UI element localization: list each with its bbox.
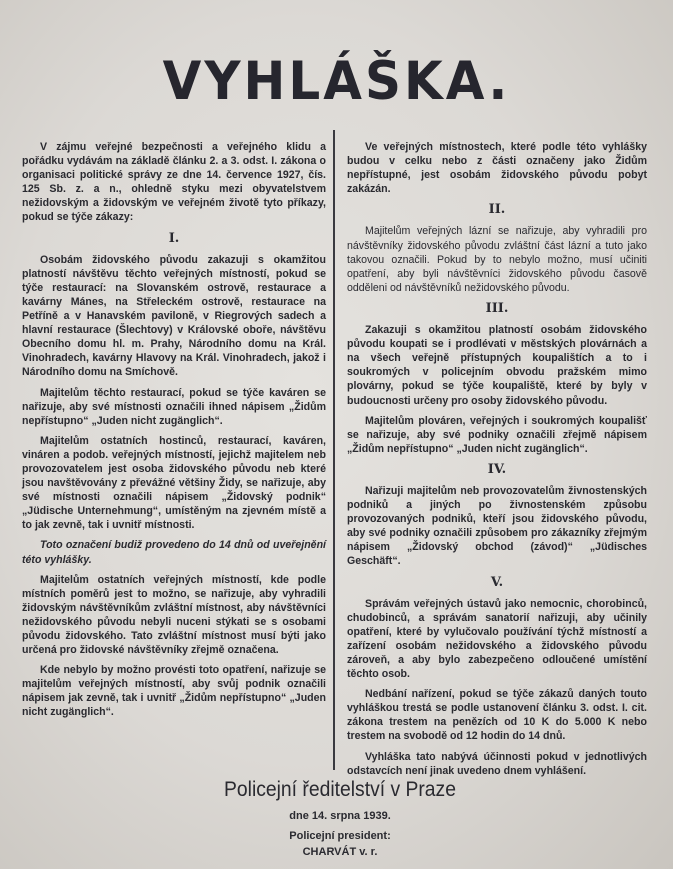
- paragraph: Zakazuji s okamžitou platností osobám židovského původu koupati se i prodlévati v městských plovárnách a na všech veřejně přístupných koupalištích a to i soukromých v policejním obvodu pražském mimo plovárny, pokud se týče koupaliště, které by byly v budoucnosti určeny pro osoby židovského původu.: [347, 324, 647, 407]
- paragraph: Toto označení budiž provedeno do 14 dnů od uveřejnění této vyhlášky.: [22, 539, 326, 566]
- paragraph: Majitelům těchto restaurací, pokud se týče kaváren se nařizuje, aby své místnosti označili ihned nápisem „Židům nepřístupno“ „Juden nicht zugänglich“.: [22, 386, 326, 427]
- paragraph: Správám veřejných ústavů jako nemocnic, chorobinců, chudobinců, a správám sanatorií nařizuji, aby učinily opatření, které by vylučovalo používání týchž místností a zařízení osobám nežidovského a židovského původu zároveň, a aby bylo zabezpečeno odloučené umístění těchto osob.: [347, 597, 647, 681]
- section-heading-1: I.: [168, 230, 180, 246]
- paragraph: Nařizuji majitelům neb provozovatelům živnostenských podniků a jiných po živnostenském způsobu provozovaných podniků, kteří jsou židovského původu, aby své podniky označili způsobem pro zákazníky zřejmým nápisem „Židovský obchod (závod)“ „Jüdisches Geschäft“.: [347, 484, 647, 568]
- paragraph: Osobám židovského původu zakazuji s okamžitou platností návštěvu těchto veřejných místností, pokud se týče restaurací: na Slovanském ostrově, restaurace a kavárny Mánes, na Střeleckém ostrově, restaurace na Petříně a v Hanavském pavilonĕ, v Riegrových sadech a hlavní restaurace (Šlechtovy) v Královské oboře, návštěvu Obecního domu hl. m. Prahy, Národního domu na Král. Vinohradech, kavárny Hlavovy na Král. Vinohradech, jakož i Národního domu na Smíchově.: [22, 253, 326, 379]
- section-heading-2: II.: [488, 202, 506, 218]
- paragraph: Vyhláška tato nabývá účinnosti pokud v jednotlivých odstavcích není jinak uvedeno dnem vyhlášení.: [347, 750, 647, 777]
- issue-date: dne 14. srpna 1939.: [289, 810, 391, 822]
- column-divider: [333, 130, 335, 770]
- paragraph: Nedbání nařízení, pokud se týče zákazů daných touto vyhláškou trestá se podle ustanovení článku 3. odst. I. cit. zákona trestem na penězích od 10 K do 5.000 K nebo trestem na svobodě od 12 hodin do 14 dnů.: [347, 688, 647, 743]
- paragraph: Kde nebylo by možno provésti toto opatření, nařizuje se majitelům veřejných místností, aby svůj podnik označili nápisem jak zevně, tak i uvnitř „Židům nepřístupno“ „Juden nicht zugänglich“.: [22, 664, 326, 719]
- paragraph: Majitelům plováren, veřejných i soukromých koupališť se nařizuje, aby své podniky označili zřejmě nápisem „Židům nepřístupno“ „Juden nicht zugänglich“.: [347, 414, 647, 455]
- section-heading-4: IV.: [487, 461, 507, 477]
- paragraph: Majitelům veřejných lázní se nařizuje, aby vyhradili pro návštěvníky židovského původu zvláštní část lázní a tuto jako takovou označili. Pokud by to nebylo možno, musí učiniti opatření, aby byli návštěvníci židovského původu časově odděleni od návštěvníků nežidovského původu.: [347, 225, 647, 294]
- section-heading-3: III.: [485, 300, 509, 316]
- signatory-role: Policejní president:: [289, 830, 391, 842]
- intro-paragraph: V zájmu veřejné bezpečnosti a veřejného klidu a pořádku vydávám na základě článku 2. a 3. odst. I. zákona o organisaci politické správy ze dne 14. července 1927, čís. 125 Sb. z. a n., ohledně styku mezi obyvatelstvem nežidovským a židovským ve veřejném životě tyto příkazy, pokud se týče zákazy:: [22, 141, 326, 224]
- section-heading-5: V.: [490, 574, 504, 590]
- right-column: [347, 140, 647, 784]
- issuing-authority: Policejní ředitelství v Praze: [224, 778, 456, 801]
- signatory-name: CHARVÁT v. r.: [302, 846, 378, 858]
- paragraph: Majitelům ostatních veřejných místností, kde podle místních poměrů jest to možno, se nařizuje, aby vyhradili židovským návštěvníkům zvláštní místnost, aby návštěvníci nežidovského původu nebyli nuceni stýkati se s osobami původu židovského. Tato zvláštní místnost musí býti jako určená pro židovské návštěvníky zřejmě označena.: [22, 573, 326, 657]
- document-title: VYHLÁŠKA.: [162, 50, 511, 112]
- paragraph: Majitelům ostatních hostinců, restaurací, kaváren, vináren a podob. veřejných místností, jejichž majitelem neb provozovatelem jest osoba židovského původu neb které jsou navštěvovány z převážné většiny Židy, se nařizuje, aby své místnosti označili nápisem „Židovský podnik“ „Jüdische Unternehmung“, umístěným na zjevném místě a to jak zevně, tak i uvnitř místnosti.: [22, 434, 326, 532]
- left-column: [22, 140, 326, 726]
- paragraph: Ve veřejných místnostech, které podle této vyhlášky budou v celku nebo z části označeny jako Židům nepřístupné, jest osobám židovského původu pobyt zakázán.: [347, 141, 647, 196]
